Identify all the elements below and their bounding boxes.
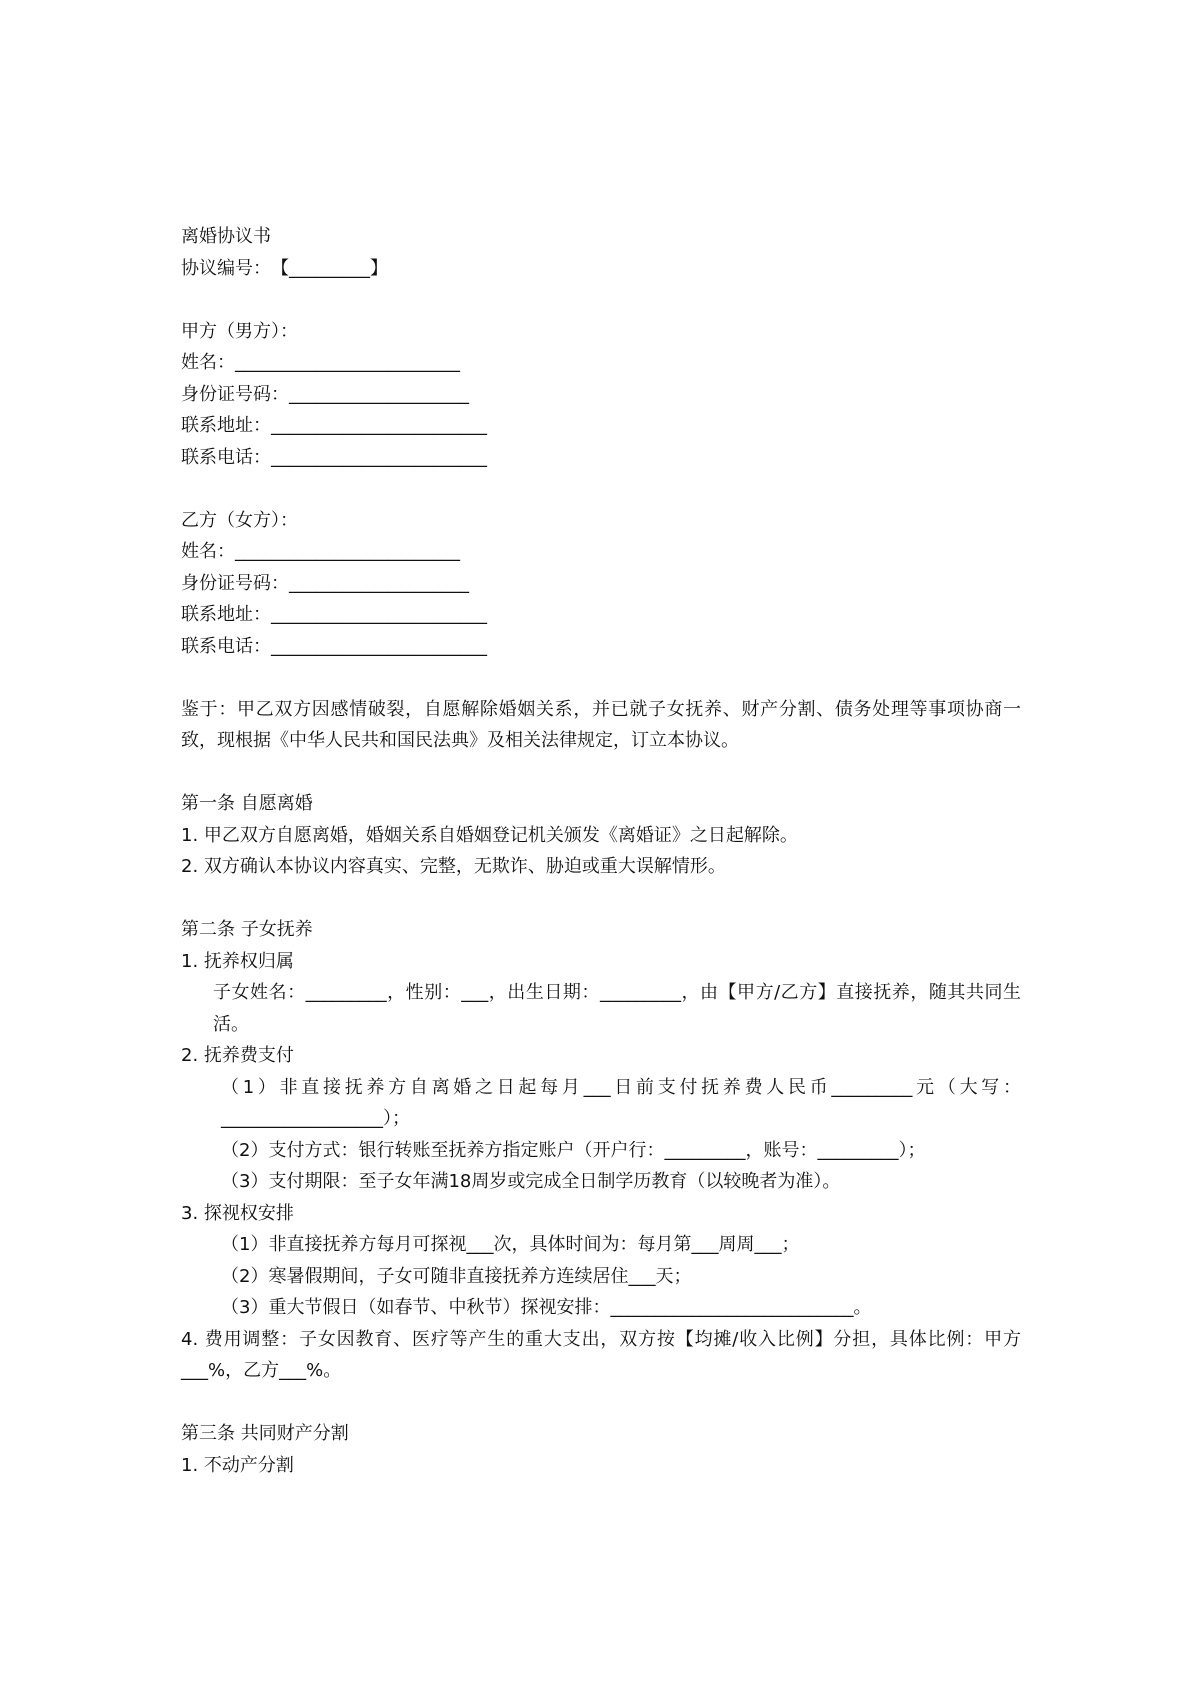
visitation-item-2: （2）寒暑假期间，子女可随非直接抚养方连续居住___天；: [221, 1265, 692, 1287]
custody-text: 子女姓名：_________，性别：___，出生日期：_________，由【甲方/乙方】直接抚养，随其共同生活。: [213, 982, 1021, 1035]
party-b-heading: 乙方（女方）：: [181, 509, 298, 531]
support-item-1: （1）非直接抚养方自离婚之日起每月___日前支付抚养费人民币_________元（大写：__________________）；: [221, 1076, 1021, 1129]
party-b-name: 姓名：_________________________: [181, 541, 460, 562]
visitation-heading: 3. 探视权安排: [181, 1202, 294, 1224]
document-body: [181, 221, 1021, 1481]
preamble-paragraph: 鉴于：甲乙双方因感情破裂，自愿解除婚姻关系，并已就子女抚养、财产分割、债务处理等事项协商一致，现根据《中华人民共和国民法典》及相关法律规定，订立本协议。: [181, 698, 1021, 751]
support-item-3: （3）支付期限：至子女年满18周岁或完成全日制学历教育（以较晚者为准）。: [221, 1171, 841, 1192]
party-b-id: 身份证号码：____________________: [181, 572, 469, 594]
party-a-address: 联系地址：________________________: [181, 415, 487, 436]
spacer: [181, 284, 1021, 316]
party-a-id: 身份证号码：____________________: [181, 383, 469, 405]
article-3-item-1: 1. 不动产分割: [181, 1454, 294, 1476]
visitation-item-3: （3）重大节假日（如春节、中秋节）探视安排：___________________________。: [221, 1297, 872, 1318]
party-b-phone: 联系电话：________________________: [181, 635, 487, 657]
document-title: 离婚协议书: [181, 226, 271, 247]
support-item-2: （2）支付方式：银行转账至抚养方指定账户（开户行：_________，账号：_________）；: [221, 1139, 926, 1161]
spacer: [181, 473, 1021, 505]
party-a-phone: 联系电话：________________________: [181, 446, 487, 468]
spacer: [181, 1387, 1021, 1419]
spacer: [181, 757, 1021, 789]
article-2-heading: 第二条 子女抚养: [181, 919, 313, 940]
party-a-heading: 甲方（男方）：: [181, 320, 298, 342]
article-1-heading: 第一条 自愿离婚: [181, 793, 313, 814]
party-b-address: 联系地址：________________________: [181, 604, 487, 625]
support-heading: 2. 抚养费支付: [181, 1045, 294, 1066]
spacer: [181, 883, 1021, 915]
agreement-number: 协议编号： 【_________】: [181, 257, 388, 279]
custody-heading: 1. 抚养权归属: [181, 950, 294, 972]
article-1-item-2: 2. 双方确认本协议内容真实、完整，无欺诈、胁迫或重大误解情形。: [181, 856, 726, 877]
cost-adjustment-text: 4. 费用调整：子女因教育、医疗等产生的重大支出，双方按【均摊/收入比例】分担，具体比例：甲方___%，乙方___%。: [181, 1328, 1021, 1381]
spacer: [181, 662, 1021, 694]
visitation-item-1: （1）非直接抚养方每月可探视___次，具体时间为：每月第___周周___；: [221, 1234, 800, 1255]
article-1-item-1: 1. 甲乙双方自愿离婚，婚姻关系自婚姻登记机关颁发《离婚证》之日起解除。: [181, 824, 798, 846]
article-3-heading: 第三条 共同财产分割: [181, 1423, 349, 1444]
party-a-name: 姓名：_________________________: [181, 352, 460, 373]
